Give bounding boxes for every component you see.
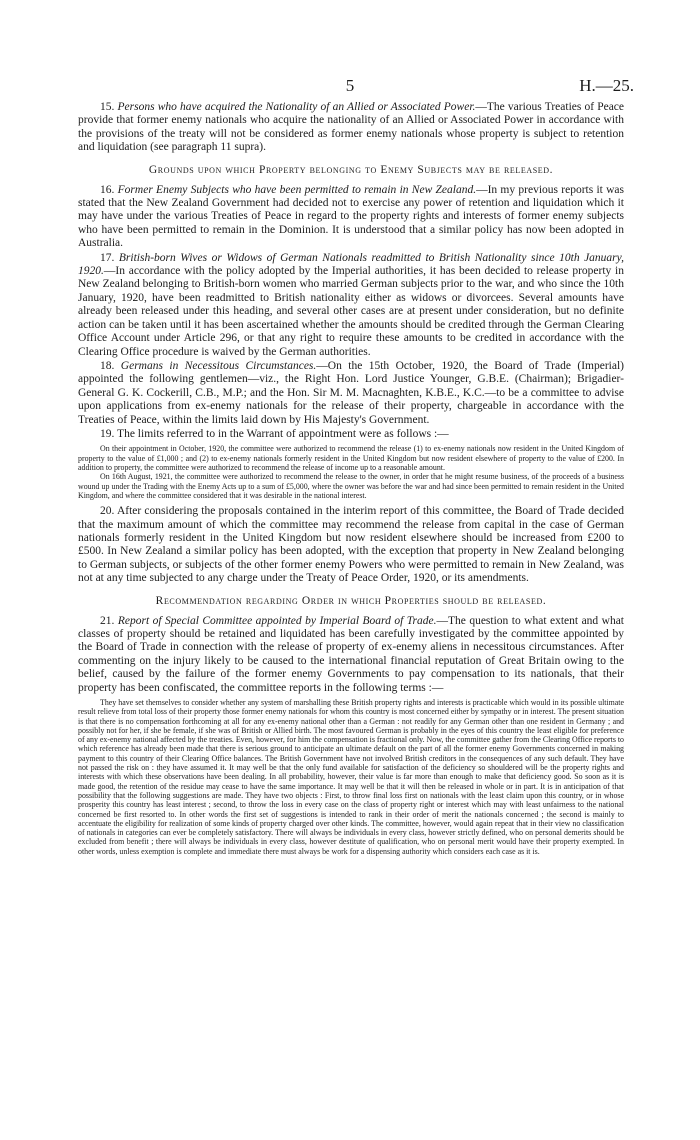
paragraph-title: British-born Wives or Widows of German Nationals readmitted to British Nationality since 10th January, 1920.: [78, 251, 625, 278]
paragraph-text: —The various Treaties of Peace provide that former enemy nationals who acquire the nationality of an Allied or Associated Power in accordance with the provisions of the treaty will not be considered as former enemy nationals whose property is subject to retention and liquidation (see paragraph 11 supra).: [78, 101, 625, 154]
paragraph-number: 21.: [100, 614, 118, 627]
paragraph-number: 15.: [100, 101, 118, 113]
paragraph-number: 20.: [100, 505, 117, 518]
document-reference: H.—25.: [579, 76, 634, 95]
paragraph: [78, 615, 624, 695]
paragraph-text: After considering the proposals contained in the interim report of this committee, the Board of Trade decided that the maximum amount of which the committee may recommend the release from capital in the case of German nationals formerly resident in the United Kingdom but now resident elsewhere should be increased from £200 to £500. In New Zealand a similar policy has been adopted, with the exception that property in New Zealand belonging to German subjects, or subjects of the other former enemy Powers who were permitted to remain in New Zealand, was not at any time subjected to any charge under the Treaty of Peace Order, 1920, or its amendments.: [78, 505, 624, 585]
paragraph-text: —In my previous reports it was stated that the New Zealand Government had decided not to exercise any power of retention and liquidation which it may have under the various Treaties of Peace in regard to the property rights and interests of former enemy subjects who have been permitted to remain in the Dominion. It is understood that a similar policy has now been adopted in Australia.: [78, 183, 625, 250]
paragraph-number: 18.: [100, 359, 121, 372]
paragraph-text: —On the 15th October, 1920, the Board of Trade (Imperial) appointed the following gentlemen—viz., the Right Hon. Lord Justice Younger, G.B.E. (Chairman); Brigadier-General G. K. Cockerill, C.B., M.P.; and the Hon. Sir M. M. Macnaghten, K.B.E., K.C.—to be a committee to advise upon applications from ex-enemy nationals for the release of their property, chargeable in accordance with the Treaties of Peace, within the limits laid down by His Majesty's Government.: [78, 359, 624, 426]
section-heading: Recommendation regarding Order in which Properties should be released.: [155, 594, 547, 607]
paragraph-title: Persons who have acquired the Nationality of an Allied or Associated Power.: [117, 101, 476, 113]
paragraph-title: Former Enemy Subjects who have been permitted to remain in New Zealand.: [117, 183, 477, 196]
paragraph-text: —The question to what extent and what classes of property should be retained and liquidated has been carefully investigated by the committee appointed by the Board of Trade in connection with the release of property of ex-enemy aliens in necessitous circumstances. After commenting on the injury likely to be caused to the international financial reputation of Great Britain owing to the belief, caused by the failure of the former enemy Governments to pay compensation to its nationals, that their property has been confiscated, the committee reports in the following terms :—: [78, 614, 625, 694]
paragraph: [78, 184, 624, 251]
quoted-paragraph: On their appointment in October, 1920, the committee were authorized to recommend the release (1) to ex-enemy nationals now resident in the United Kingdom of property to the value of £1,000 ; and (2) to ex-enemy nationals formerly resident in the United Kingdom but now resident elsewhere of property to the value of £200. In addition to property, the committee were authorized to recommend the release of income up to a reasonable amount.: [78, 444, 624, 472]
section-heading: Grounds upon which Property belonging to Enemy Subjects may be released.: [148, 163, 554, 176]
paragraph-number: 17.: [100, 251, 119, 264]
paragraph: [78, 252, 624, 359]
quoted-extract: [78, 698, 624, 856]
paragraph-number: 16.: [100, 183, 118, 196]
paragraph: [78, 360, 624, 427]
paragraph-text: The limits referred to in the Warrant of appointment were as follows :—: [117, 427, 449, 440]
paragraph-text: —In accordance with the policy adopted by the Imperial authorities, it has been decided to release property in New Zealand belonging to British-born women who married German subjects prior to the war, and who since the 10th January, 1920, have been readmitted to British nationality either as widows or divorcees. Several amounts have already been released under this heading, and several other cases are at present under consideration, but no definite action can be taken until it has been ascertained whether the amounts should be credited through the German Clearing Office Account under Article 296, or that any right to require these amounts to be credited in accordance with the Clearing Office procedure is waived by the German authorities.: [78, 265, 624, 358]
paragraph: [78, 428, 624, 441]
paragraph: [78, 101, 624, 155]
quoted-paragraph: They have set themselves to consider whether any system of marshalling these British property rights and interests is practicable which would in its possible ultimate result relieve from total loss of their property those former enemy nationals for whom this country is most concerned either by sympathy or in interest. The present situation is that there is no compensation forthcoming at all for any ex-enemy national other than a German : not readily for any German other than one resident in Germany ; and possibly not for her, if she be female, if she was of British or Allied birth. The most favoured German is probably in the eyes of this country the least eligible for preference of any ex-enemy national affected by the treaties. Even, however, for him the compensation is fractional only. Now, the committee gather from the Clearing Office reports to which reference has already been made that there is serious ground to anticipate an ultimate default on the part of all the former enemy Governments concerned in making payment to this country of their Clearing Office balances. The British Government have not involved British creditors in the consequences of any such default. They have not passed the risk on : they have assumed it. It may well be that the only fund available for satisfaction of the deficiency so shouldered will be the property rights and interests with which these observations have been dealing. In all probability, however, their value is far more than enough to make that deficiency good. So soon as it is made good, the retention of the residue may cease to have the same importance. It may well be that it will then be released in whole or in part. It is in anticipation of that possibility that the following suggestions are made. They have two objects : First, to throw final loss first on nationals with the least claim upon this country, or in whose prosperity this country has least interest ; second, to throw the loss in every case on the class of property right or interest which may with least unfairness to the national concerned be first resorted to. In other words the first set of suggestions is intended to rank in their order of merit the nationals concerned ; the second is mainly to accentuate the eligibility for realization of some kinds of property charged over other kinds. The committee, however, would again repeat that in their view no classification of nationals in categories can ever be completely satisfactory. There will always be individuals in every class, however strictly defined, who on personal demerits should be excluded from benefit ; there will always be individuals in every class, however destitute of qualification, who on personal merit would have their property exempted. In other words, unless exemption is complete and immediate there must always be work for a dispensing authority which considers each case as it is.: [78, 698, 624, 856]
quoted-extract: [78, 444, 624, 500]
paragraph-number: 19.: [100, 427, 118, 440]
paragraph-title: Report of Special Committee appointed by Imperial Board of Trade.: [117, 614, 437, 627]
page-number: 5: [345, 76, 355, 95]
quoted-paragraph: On 16th August, 1921, the committee were authorized to recommend the release to the owner, in order that he might resume business, of the proceeds of a business wound up under the Trading with the Enemy Acts up to a sum of £5,000, where the owner was before the war and had since been permitted to remain resident in the United Kingdom, and where the committee considered that it was desirable in the national interest.: [78, 472, 624, 500]
paragraph: [78, 505, 624, 585]
document-body: [78, 101, 624, 861]
paragraph-title: Germans in Necessitous Circumstances.: [120, 359, 317, 372]
